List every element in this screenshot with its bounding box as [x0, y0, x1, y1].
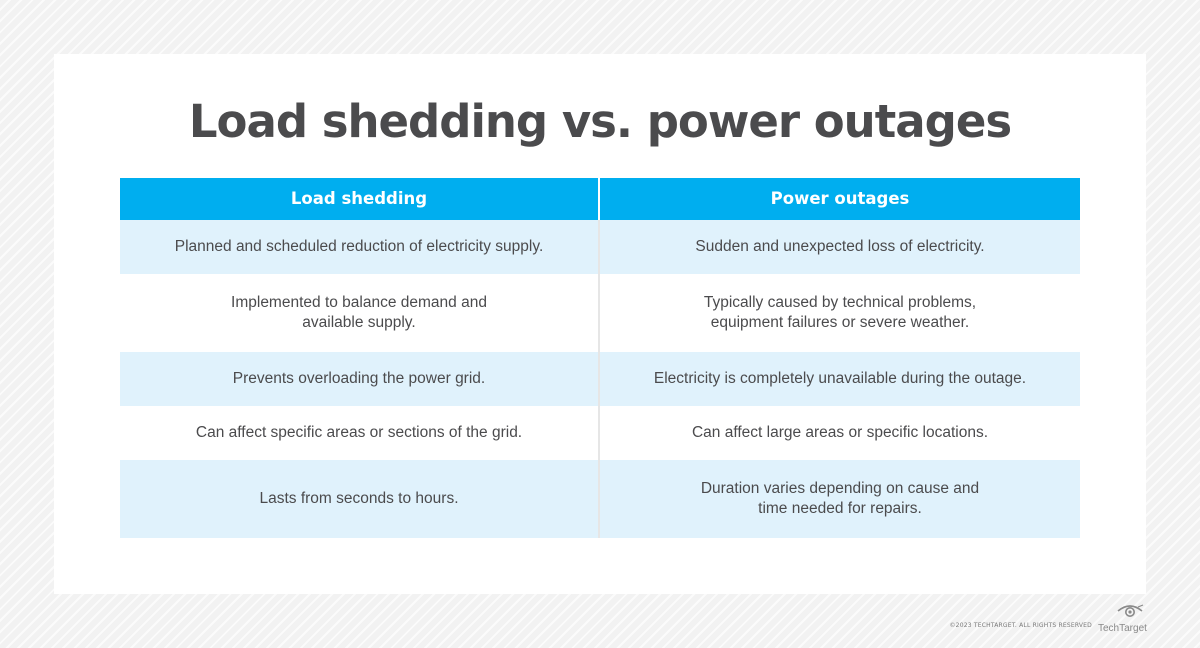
table-cell: Typically caused by technical problems, equipment failures or severe weather. — [600, 274, 1080, 352]
header-power-outages: Power outages — [600, 178, 1080, 220]
table-row — [120, 460, 1080, 538]
eye-icon — [1116, 604, 1144, 618]
table-header-row — [120, 178, 1080, 220]
table-row — [120, 352, 1080, 406]
table-cell: Implemented to balance demand and available supply. — [120, 274, 600, 352]
brand-name: TechTarget — [1098, 623, 1147, 634]
techtarget-logo — [1098, 604, 1148, 634]
table-cell: Lasts from seconds to hours. — [120, 460, 600, 538]
page-title: Load shedding vs. power outages — [188, 95, 1012, 148]
table-cell: Can affect specific areas or sections of the grid. — [120, 406, 600, 460]
table-row — [120, 274, 1080, 352]
table-cell: Planned and scheduled reduction of electricity supply. — [120, 220, 600, 274]
header-load-shedding: Load shedding — [120, 178, 600, 220]
table-cell: Can affect large areas or specific locations. — [600, 406, 1080, 460]
table-cell: Prevents overloading the power grid. — [120, 352, 600, 406]
table-row — [120, 220, 1080, 274]
table-cell: Duration varies depending on cause and time needed for repairs. — [600, 460, 1080, 538]
copyright-text: ©2023 TECHTARGET. ALL RIGHTS RESERVED — [949, 622, 1092, 629]
table-cell: Sudden and unexpected loss of electricity. — [600, 220, 1080, 274]
comparison-table — [120, 178, 1080, 538]
table-row — [120, 406, 1080, 460]
table-cell: Electricity is completely unavailable during the outage. — [600, 352, 1080, 406]
